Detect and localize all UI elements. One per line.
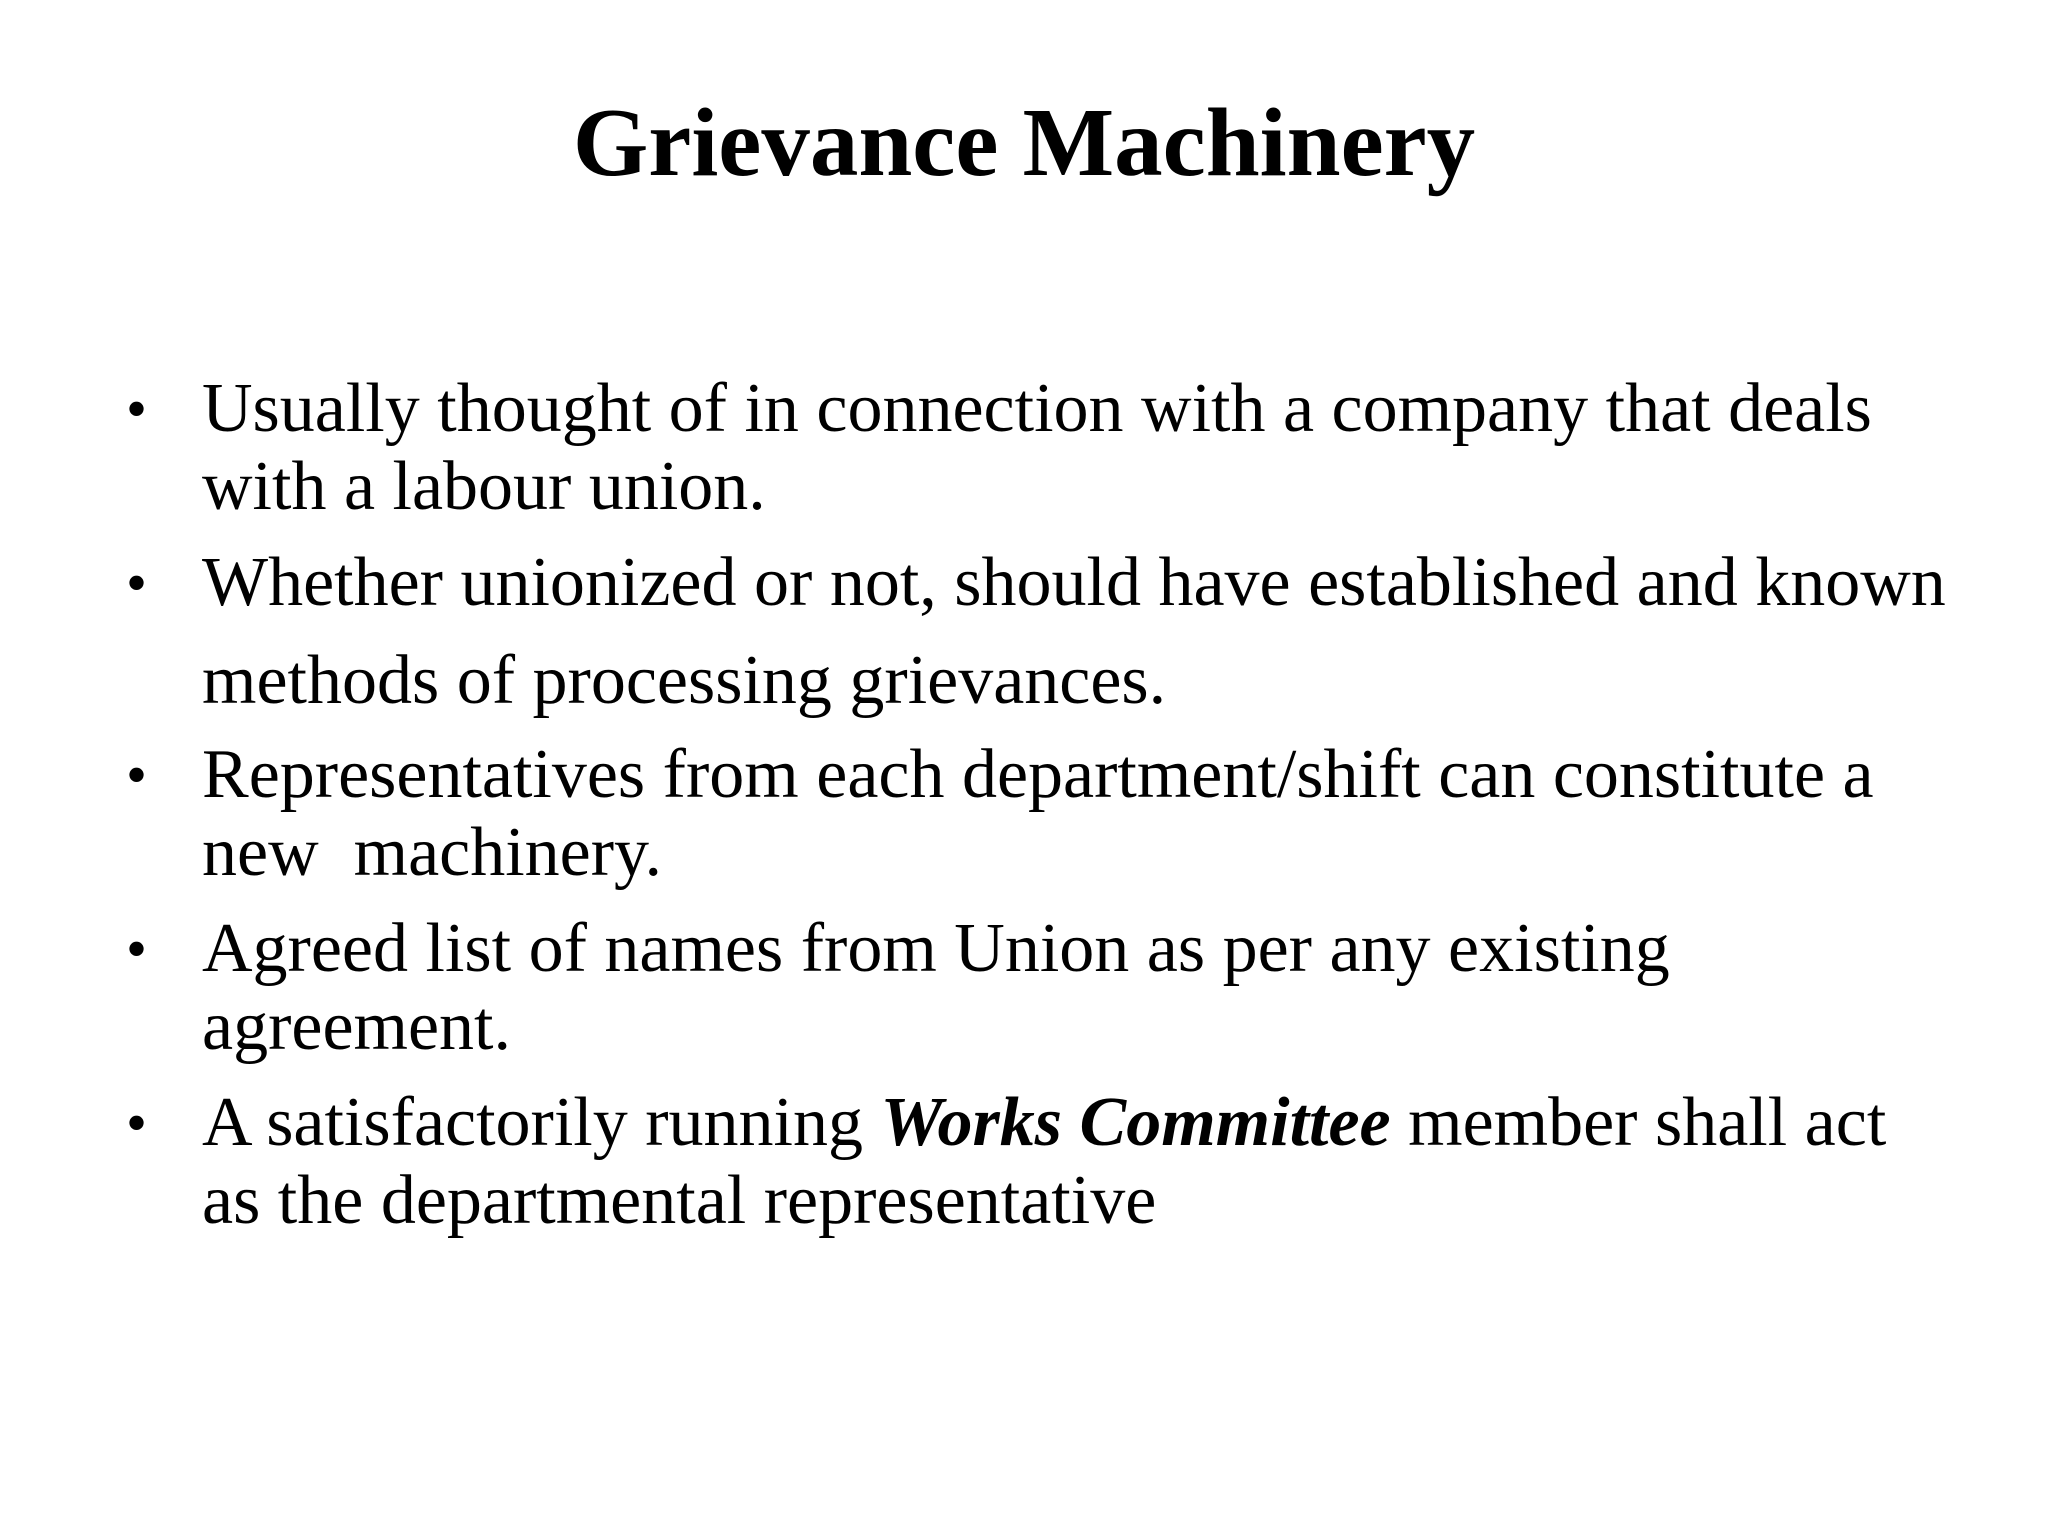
bullet-text: Whether unionized or not, should have established and known methods of processing grievances. xyxy=(202,544,1946,719)
bullet-marker: • xyxy=(126,376,148,442)
bullet-item xyxy=(120,370,1960,526)
bullet-item xyxy=(120,1084,1960,1240)
bullet-text-after: member shall act as the departmental representative xyxy=(202,1084,1904,1239)
bullet-marker: • xyxy=(126,550,148,616)
bullet-text: Usually thought of in connection with a company that deals with a labour union. xyxy=(202,370,1872,525)
bullet-marker: • xyxy=(126,1090,148,1156)
slide-title: Grievance Machinery xyxy=(572,89,1476,196)
works-committee-emphasis: Works Committee xyxy=(880,1084,1391,1161)
bullet-marker: • xyxy=(126,742,148,808)
bullet-item xyxy=(120,534,1960,730)
bullet-text: Representatives from each department/shift can constitute a new machinery. xyxy=(202,736,1892,891)
bullet-marker: • xyxy=(126,916,148,982)
bullet-item xyxy=(120,736,1960,892)
bullet-text-before: A satisfactorily running xyxy=(202,1084,881,1161)
bullet-list xyxy=(120,370,1960,1258)
bullet-item xyxy=(120,910,1960,1066)
bullet-text: Agreed list of names from Union as per any existing agreement. xyxy=(202,910,1670,1065)
